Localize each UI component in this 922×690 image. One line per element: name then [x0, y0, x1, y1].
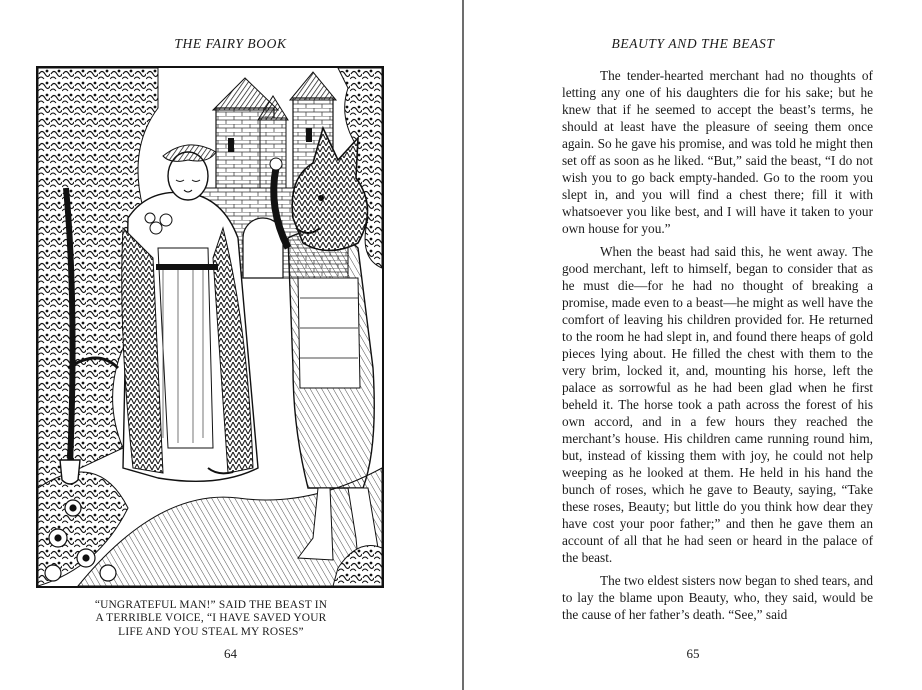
- illustration-drawing: [38, 68, 382, 586]
- story-text: [562, 67, 873, 623]
- paragraph: The tender-hearted merchant had no thoughts of letting any one of his daughters die for his sake; but he knew that if he seemed to accept the beast’s terms, he should at least have the pleasure of seeing them once again. So he gave his promise, and was told he might then set off as soon as he liked. “But,” said the beast, “I do not wish you to go back empty-handed. Go to the room you slept in, and you will find a chest there; fill it with whatsoever you like best, and I will have it taken to your own house for you.”: [562, 68, 873, 236]
- illustration-caption: [56, 599, 366, 639]
- caption-line: A TERRIBLE VOICE, “I HAVE SAVED YOUR: [95, 612, 327, 625]
- right-running-head: BEAUTY AND THE BEAST: [611, 36, 775, 51]
- illustration-beast-and-merchant: [36, 66, 384, 588]
- paragraph: The two eldest sisters now began to shed tears, and to lay the blame upon Beauty, who, they said, would be the cause of her father’s death. “See,” said: [562, 573, 873, 622]
- caption-line: LIFE AND YOU STEAL MY ROSES”: [118, 625, 304, 638]
- paragraph: When the beast had said this, he went away. The good merchant, left to himself, began to consider that as he must die—for he had no thought of breaking a promise, made even to a beast—he might as well have the comfort of leaving his children provided for. He returned to the room he had slept in, and found there heaps of gold pieces lying about. He filled the chest with them to the very brim, locked it, and, mounting his horse, left the palace as sorrowful as he had been glad when he first beheld it. The horse took a path across the forest of his own accord, and in a few hours they reached the merchant’s house. His children came running round him, but, instead of kissing them with joy, he could not help weeping as he looked at them. He held in his hand the bunch of roses, which he gave to Beauty, saying, “Take these roses, Beauty; but little do you think how dear they have cost your poor father;” and then he gave them an account of all that he had seen or heard in the palace of the beast.: [562, 244, 873, 565]
- right-page-number: 65: [686, 646, 700, 661]
- left-page-number: 64: [224, 646, 237, 661]
- right-page: [464, 0, 922, 690]
- left-running-head: THE FAIRY BOOK: [174, 36, 287, 51]
- caption-line: “UNGRATEFUL MAN!” SAID THE BEAST IN: [94, 599, 328, 611]
